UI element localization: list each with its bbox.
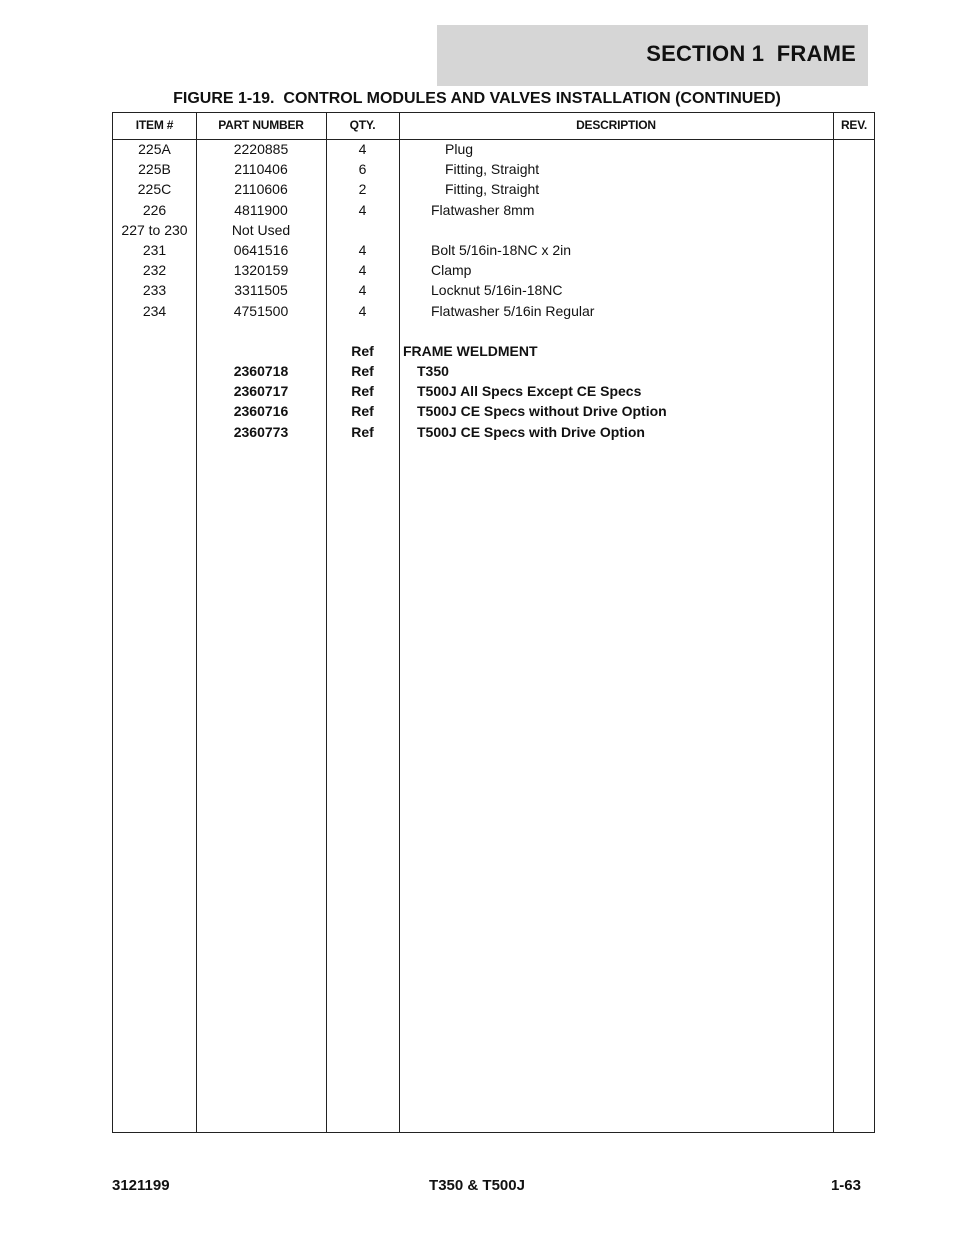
table-row: [113, 362, 874, 382]
section-header-banner: [437, 25, 868, 86]
part-number-cell: 2220885: [233, 141, 289, 157]
item-cell: 225A: [138, 141, 171, 157]
table-row: [113, 160, 874, 180]
header-part-number: PART NUMBER: [218, 118, 304, 132]
description-cell: Plug: [445, 141, 474, 157]
part-number-cell: 2360716: [233, 403, 289, 420]
table-row: [113, 302, 874, 322]
qty-cell: Ref: [351, 342, 374, 359]
qty-cell: 4: [358, 241, 367, 258]
table-row: [113, 140, 874, 160]
table-row: [113, 342, 874, 362]
part-number-cell: 4811900: [234, 201, 288, 218]
item-cell: 234: [142, 302, 167, 319]
item-cell: 226: [142, 201, 167, 218]
table-row: [113, 221, 874, 241]
header-description: DESCRIPTION: [576, 118, 656, 132]
description-cell: T500J CE Specs without Drive Option: [417, 403, 667, 420]
table-row: [113, 180, 874, 200]
item-cell: 225B: [138, 161, 171, 178]
figure-title: FIGURE 1-19. CONTROL MODULES AND VALVES INSTALLATION (CONTINUED): [173, 90, 781, 107]
qty-cell: 4: [358, 201, 367, 218]
qty-cell: 2: [358, 181, 367, 198]
qty-cell: 4: [358, 282, 367, 299]
table-row: [113, 322, 874, 342]
part-number-cell: 0641516: [233, 241, 289, 258]
part-number-cell: 3311505: [234, 282, 288, 299]
header-qty: QTY.: [349, 118, 376, 132]
description-cell: Fitting, Straight: [445, 161, 540, 178]
description-cell: Bolt 5/16in-18NC x 2in: [431, 241, 572, 258]
qty-cell: 4: [358, 141, 367, 157]
footer-model: T350 & T500J: [429, 1177, 525, 1194]
part-number-cell: 2110606: [234, 181, 288, 198]
qty-cell: Ref: [351, 423, 374, 440]
description-cell: FRAME WELDMENT: [403, 342, 538, 359]
section-title: SECTION 1 FRAME: [646, 41, 856, 66]
part-number-cell: 2360773: [233, 423, 289, 440]
part-number-cell: 4751500: [233, 302, 289, 319]
footer-page-number: 1-63: [830, 1177, 861, 1194]
qty-cell: 4: [358, 302, 367, 319]
item-cell: 225C: [137, 181, 172, 198]
table-row: [113, 382, 874, 402]
table-row: [113, 281, 874, 301]
part-number-cell: Not Used: [231, 221, 291, 238]
part-number-cell: 1320159: [233, 262, 289, 279]
description-cell: T350: [417, 363, 449, 380]
table-row: [113, 241, 874, 261]
header-item: ITEM #: [135, 118, 174, 132]
description-cell: T500J CE Specs with Drive Option: [417, 423, 645, 440]
description-cell: Flatwasher 5/16in Regular: [431, 302, 595, 319]
item-cell: 227 to 230: [121, 221, 188, 238]
item-cell: 232: [142, 262, 167, 279]
description-cell: Clamp: [431, 262, 472, 279]
table-body: [113, 140, 874, 443]
qty-cell: 4: [358, 262, 367, 279]
qty-cell: 6: [358, 161, 367, 178]
qty-cell: Ref: [351, 403, 374, 420]
part-number-cell: 2110406: [234, 161, 288, 178]
description-cell: Flatwasher 8mm: [431, 201, 535, 218]
parts-table: [112, 112, 875, 1133]
table-row: [113, 261, 874, 281]
part-number-cell: 2360717: [233, 383, 289, 400]
qty-cell: Ref: [351, 383, 374, 400]
item-cell: 233: [142, 282, 167, 299]
header-rev: REV.: [840, 118, 868, 132]
qty-cell: Ref: [351, 363, 374, 380]
table-row: [113, 201, 874, 221]
description-cell: Fitting, Straight: [445, 181, 540, 198]
table-row: [113, 423, 874, 443]
part-number-cell: 2360718: [233, 363, 289, 380]
footer-doc-number: 3121199: [112, 1177, 170, 1194]
description-cell: Locknut 5/16in-18NC: [431, 282, 563, 299]
item-cell: 231: [142, 241, 167, 258]
description-cell: T500J All Specs Except CE Specs: [417, 383, 642, 400]
table-row: [113, 402, 874, 422]
